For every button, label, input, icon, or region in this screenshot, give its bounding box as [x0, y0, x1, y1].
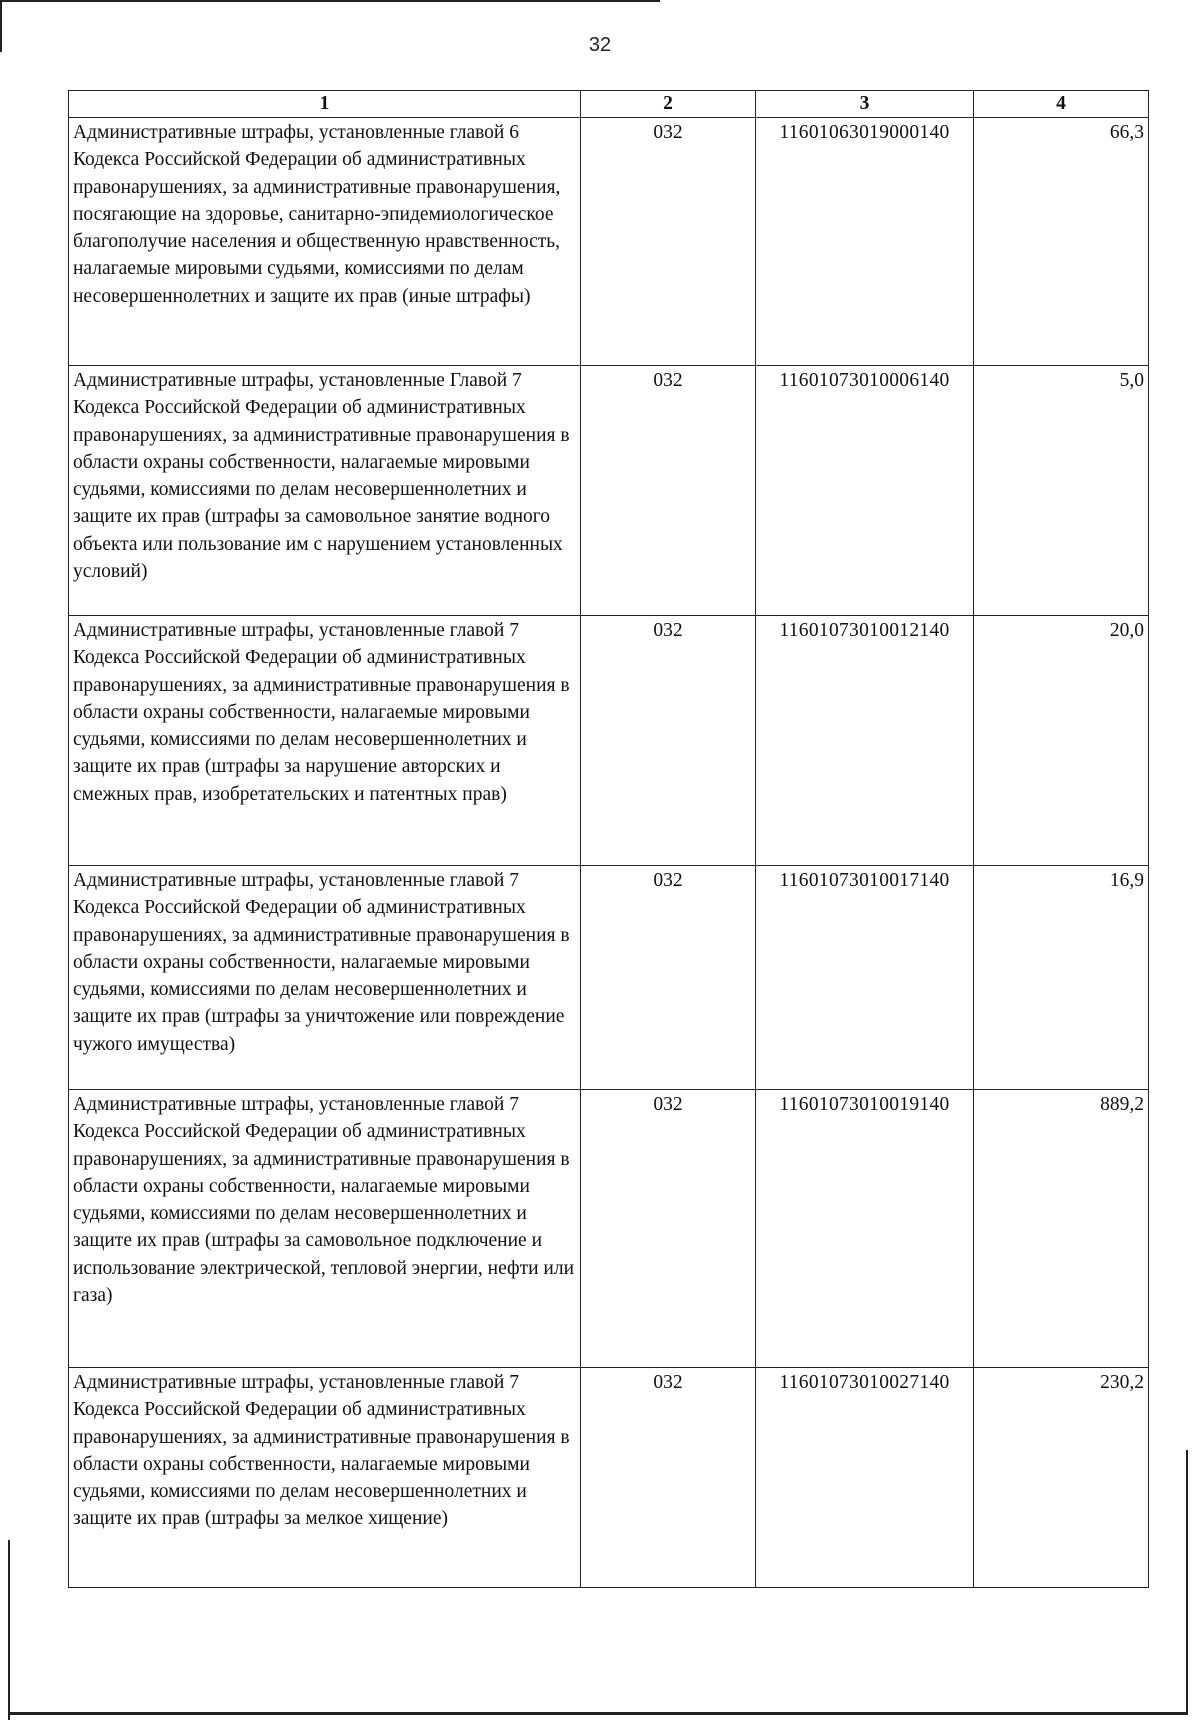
scan-edge-left-bottom	[8, 1540, 10, 1720]
row-admin-code: 032	[581, 866, 756, 1090]
row-budget-code: 11601073010006140	[756, 366, 974, 616]
row-description: Административные штрафы, установленные главой 6 Кодекса Российской Федерации об административных правонарушениях, за административные правонарушения, посягающие на здоровье, санитарно-эпидемиологическое благополучие населения и общественную нравственность, налагаемые мировыми судьями, комиссиями по делам несовершеннолетних и защите их прав (иные штрафы)	[69, 118, 581, 366]
row-amount: 889,2	[974, 1090, 1149, 1368]
row-admin-code: 032	[581, 1090, 756, 1368]
scan-edge-right	[1186, 1450, 1188, 1715]
row-admin-code: 032	[581, 118, 756, 366]
table-row	[69, 1368, 1149, 1588]
scan-edge-bottom	[8, 1712, 1188, 1715]
row-budget-code: 11601073010019140	[756, 1090, 974, 1368]
table-row	[69, 616, 1149, 866]
page-number: 32	[588, 34, 612, 56]
row-admin-code: 032	[581, 366, 756, 616]
header-col-4: 4	[974, 91, 1149, 118]
budget-table	[68, 90, 1149, 1588]
table-row	[69, 866, 1149, 1090]
table-header-row	[69, 91, 1149, 118]
row-amount: 5,0	[974, 366, 1149, 616]
row-admin-code: 032	[581, 1368, 756, 1588]
row-amount: 16,9	[974, 866, 1149, 1090]
row-description: Административные штрафы, установленные главой 7 Кодекса Российской Федерации об административных правонарушениях, за административные правонарушения в области охраны собственности, налагаемые мировыми судьями, комиссиями по делам несовершеннолетних и защите их прав (штрафы за уничтожение или повреждение чужого имущества)	[69, 866, 581, 1090]
row-budget-code: 11601073010017140	[756, 866, 974, 1090]
row-budget-code: 11601073010012140	[756, 616, 974, 866]
row-description: Административные штрафы, установленные главой 7 Кодекса Российской Федерации об административных правонарушениях, за административные правонарушения в области охраны собственности, налагаемые мировыми судьями, комиссиями по делам несовершеннолетних и защите их прав (штрафы за самовольное подключение и использование электрической, тепловой энергии, нефти или газа)	[69, 1090, 581, 1368]
table-row	[69, 366, 1149, 616]
row-amount: 230,2	[974, 1368, 1149, 1588]
table-row	[69, 118, 1149, 366]
row-description: Административные штрафы, установленные главой 7 Кодекса Российской Федерации об административных правонарушениях, за административные правонарушения в области охраны собственности, налагаемые мировыми судьями, комиссиями по делам несовершеннолетних и защите их прав (штрафы за мелкое хищение)	[69, 1368, 581, 1588]
row-amount: 20,0	[974, 616, 1149, 866]
table-row	[69, 1090, 1149, 1368]
header-col-2: 2	[581, 91, 756, 118]
row-description: Административные штрафы, установленные главой 7 Кодекса Российской Федерации об административных правонарушениях, за административные правонарушения в области охраны собственности, налагаемые мировыми судьями, комиссиями по делам несовершеннолетних и защите их прав (штрафы за нарушение авторских и смежных прав, изобретательских и патентных прав)	[69, 616, 581, 866]
row-description: Административные штрафы, установленные Главой 7 Кодекса Российской Федерации об административных правонарушениях, за административные правонарушения в области охраны собственности, налагаемые мировыми судьями, комиссиями по делам несовершеннолетних и защите их прав (штрафы за самовольное занятие водного объекта или пользование им с нарушением установленных условий)	[69, 366, 581, 616]
row-admin-code: 032	[581, 616, 756, 866]
header-col-3: 3	[756, 91, 974, 118]
scan-edge-top	[0, 0, 660, 2]
row-budget-code: 11601063019000140	[756, 118, 974, 366]
row-amount: 66,3	[974, 118, 1149, 366]
row-budget-code: 11601073010027140	[756, 1368, 974, 1588]
header-col-1: 1	[69, 91, 581, 118]
